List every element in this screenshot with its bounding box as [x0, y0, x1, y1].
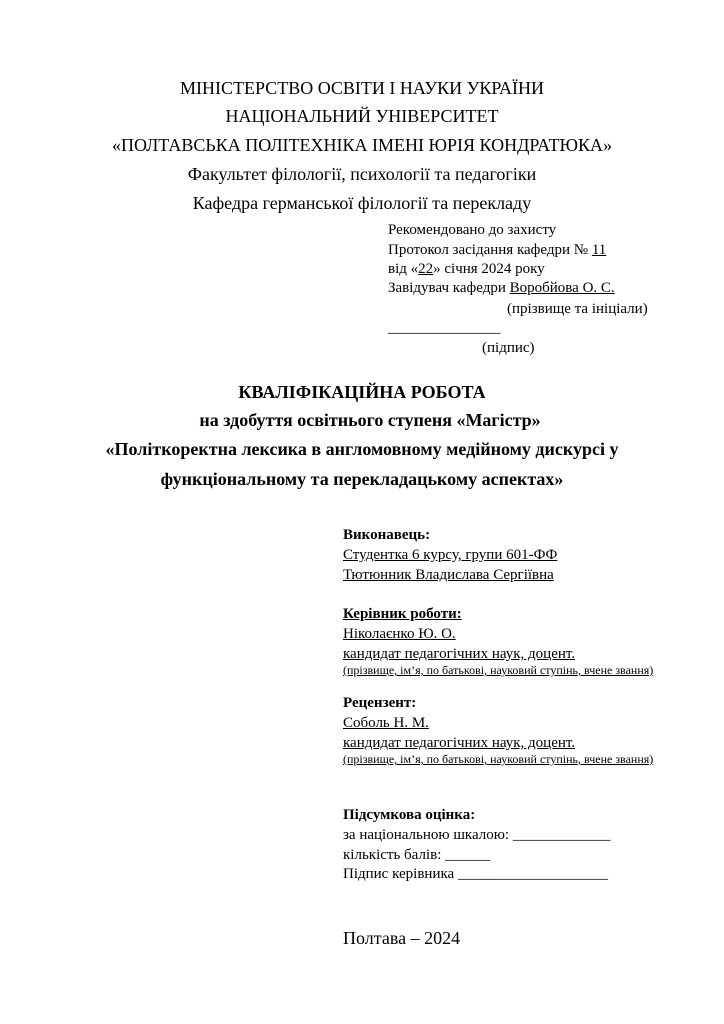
- grade-points: кількість балів: ______: [343, 847, 491, 863]
- university-name-heading: «ПОЛТАВСЬКА ПОЛІТЕХНІКА ІМЕНІ ЮРІЯ КОНДРАТЮКА»: [111, 135, 612, 155]
- protocol-number: 11: [591, 242, 607, 258]
- reviewer-hint: (прізвище, ім’я, по батькові, науковий ступінь, вчене звання): [343, 752, 654, 766]
- recommended-text: Рекомендовано до захисту: [388, 222, 557, 238]
- supervisor-hint: (прізвище, ім’я, по батькові, науковий ступінь, вчене звання): [343, 663, 654, 677]
- supervisor-name: Ніколаєнко Ю. О.: [343, 626, 456, 642]
- signature-line: _______________: [388, 320, 501, 336]
- date-line: [388, 262, 545, 277]
- head-line: [388, 281, 615, 296]
- department-heading: Кафедра германської філології та перекладу: [192, 193, 532, 213]
- university-type-heading: НАЦІОНАЛЬНИЙ УНІВЕРСИТЕТ: [225, 106, 499, 126]
- protocol-label: Протокол засідання кафедри №: [388, 242, 592, 258]
- faculty-heading: Факультет філології, психології та педагогіки: [187, 164, 537, 184]
- grade-label: Підсумкова оцінка:: [343, 807, 476, 823]
- date-day: 22: [418, 261, 434, 277]
- reviewer-name: Соболь Н. М.: [343, 715, 429, 731]
- ministry-heading: МІНІСТЕРСТВО ОСВІТИ І НАУКИ УКРАЇНИ: [179, 78, 545, 98]
- head-label: Завідувач кафедри: [388, 280, 510, 296]
- performer-name: Тютюнник Владислава Сергіївна: [343, 567, 554, 583]
- head-name: Воробйова О. С.: [509, 280, 615, 296]
- signature-hint: (підпис): [482, 340, 535, 356]
- performer-label: Виконавець:: [343, 527, 431, 543]
- degree-title: на здобуття освітнього ступеня «Магістр»: [199, 410, 541, 430]
- grade-national: за національною шкалою: _____________: [343, 827, 611, 843]
- supervisor-degree: кандидат педагогічних наук, доцент.: [343, 646, 576, 662]
- date-prefix: від «: [388, 261, 419, 277]
- topic-line-1: «Політкоректна лексика в англомовному медійному дискурсі у: [105, 439, 619, 459]
- reviewer-degree: кандидат педагогічних наук, доцент.: [343, 735, 576, 751]
- supervisor-label: Керівник роботи:: [343, 606, 462, 622]
- protocol-line: [388, 243, 606, 258]
- date-suffix: » січня 2024 року: [433, 261, 545, 277]
- work-type-title: КВАЛІФІКАЦІЙНА РОБОТА: [238, 382, 486, 402]
- name-hint: (прізвище та ініціали): [507, 301, 648, 317]
- city-year: Полтава – 2024: [343, 928, 461, 948]
- grade-signature: Підпис керівника ____________________: [343, 866, 608, 882]
- reviewer-label: Рецензент:: [343, 695, 417, 711]
- performer-group: Студентка 6 курсу, групи 601-ФФ: [343, 547, 558, 563]
- topic-line-2: функціональному та перекладацькому аспектах»: [160, 469, 564, 489]
